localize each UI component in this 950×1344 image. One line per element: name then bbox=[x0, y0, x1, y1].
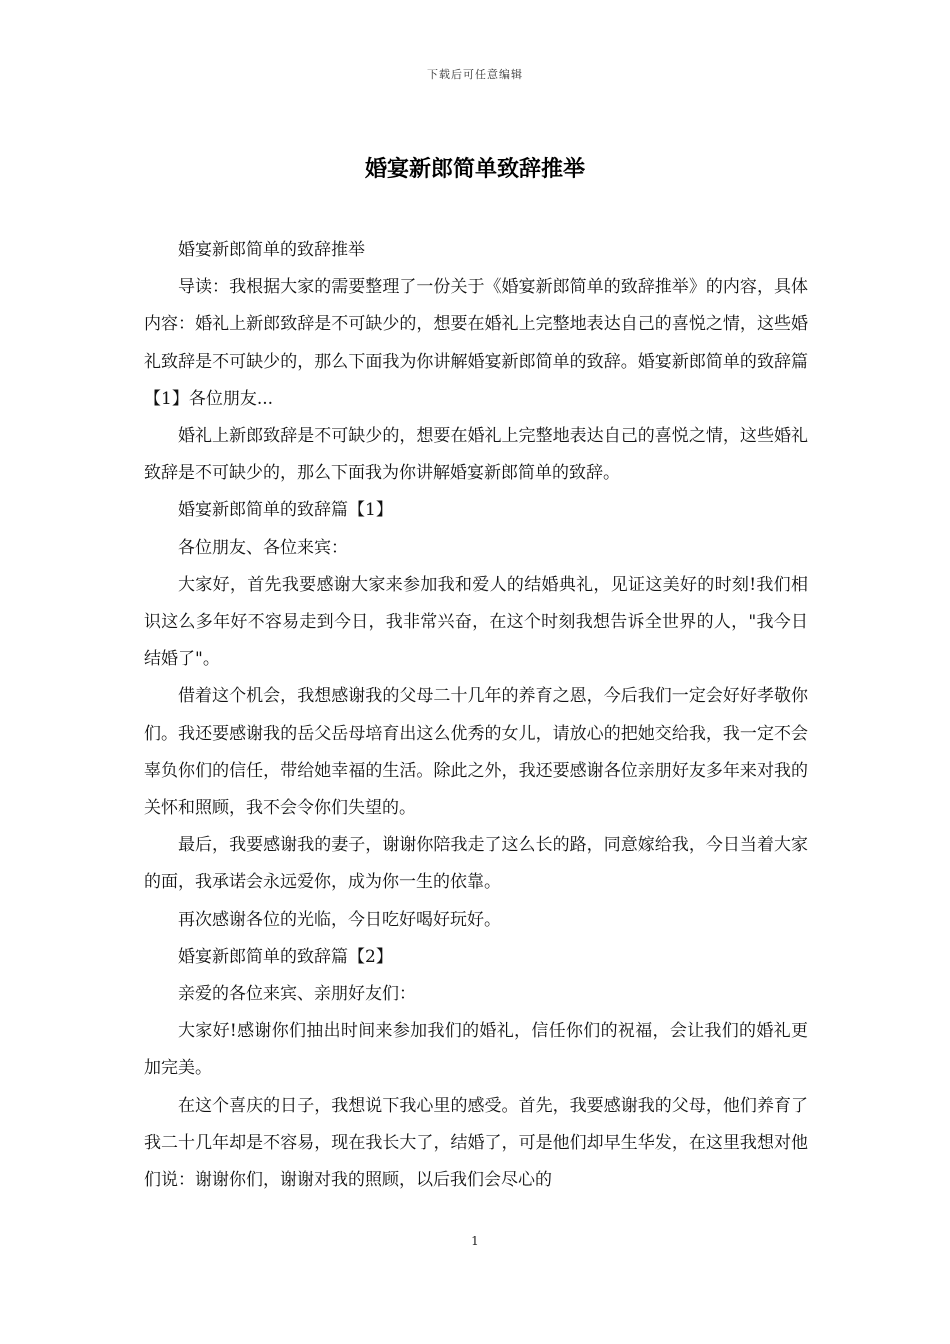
paragraph-intro: 导读：我根据大家的需要整理了一份关于《婚宴新郎简单的致辞推举》的内容，具体内容：婚礼上新郎致辞是不可缺少的，想要在婚礼上完整地表达自己的喜悦之情，这些婚礼致辞是不可缺少的，那么下面我为你讲解婚宴新郎简单的致辞。婚宴新郎简单的致辞篇【1】各位朋友... bbox=[144, 277, 808, 409]
paragraph: 再次感谢各位的光临，今日吃好喝好玩好。 bbox=[178, 909, 501, 930]
paragraph-salutation-2: 亲爱的各位来宾、亲朋好友们： bbox=[178, 984, 416, 1005]
document-body bbox=[144, 232, 808, 1199]
page-number: 1 bbox=[471, 1234, 479, 1248]
paragraph-summary: 婚礼上新郎致辞是不可缺少的，想要在婚礼上完整地表达自己的喜悦之情，这些婚礼致辞是不可缺少的，那么下面我为你讲解婚宴新郎简单的致辞。 bbox=[144, 426, 808, 484]
paragraph: 大家好!感谢你们抽出时间来参加我们的婚礼，信任你们的祝福，会让我们的婚礼更加完美。 bbox=[144, 1021, 808, 1079]
document-title: 婚宴新郎简单致辞推举 bbox=[364, 156, 585, 182]
paragraph: 最后，我要感谢我的妻子，谢谢你陪我走了这么长的路，同意嫁给我，今日当着大家的面，我承诺会永远爱你，成为你一生的依靠。 bbox=[144, 835, 808, 893]
paragraph-subtitle: 婚宴新郎简单的致辞推举 bbox=[178, 240, 365, 260]
paragraph: 大家好，首先我要感谢大家来参加我和爱人的结婚典礼，见证这美好的时刻!我们相识这么多年好不容易走到今日，我非常兴奋，在这个时刻我想告诉全世界的人，"我今日结婚了"。 bbox=[144, 574, 808, 670]
paragraph: 在这个喜庆的日子，我想说下我心里的感受。首先，我要感谢我的父母，他们养育了我二十几年却是不容易，现在我长大了，结婚了，可是他们却早生华发，在这里我想对他们说：谢谢你们，谢谢对我的照顾，以后我们会尽心的 bbox=[144, 1095, 808, 1191]
section-heading-2: 婚宴新郎简单的致辞篇【2】 bbox=[178, 946, 393, 967]
section-heading-1: 婚宴新郎简单的致辞篇【1】 bbox=[178, 500, 393, 521]
page-header-note: 下载后可任意编辑 bbox=[427, 68, 523, 81]
paragraph: 借着这个机会，我想感谢我的父母二十几年的养育之恩，今后我们一定会好好孝敬你们。我还要感谢我的岳父岳母培育出这么优秀的女儿，请放心的把她交给我，我一定不会辜负你们的信任，带给她幸福的生活。除此之外，我还要感谢各位亲朋好友多年来对我的关怀和照顾，我不会令你们失望的。 bbox=[144, 686, 808, 819]
paragraph-salutation-1: 各位朋友、各位来宾： bbox=[178, 537, 348, 558]
